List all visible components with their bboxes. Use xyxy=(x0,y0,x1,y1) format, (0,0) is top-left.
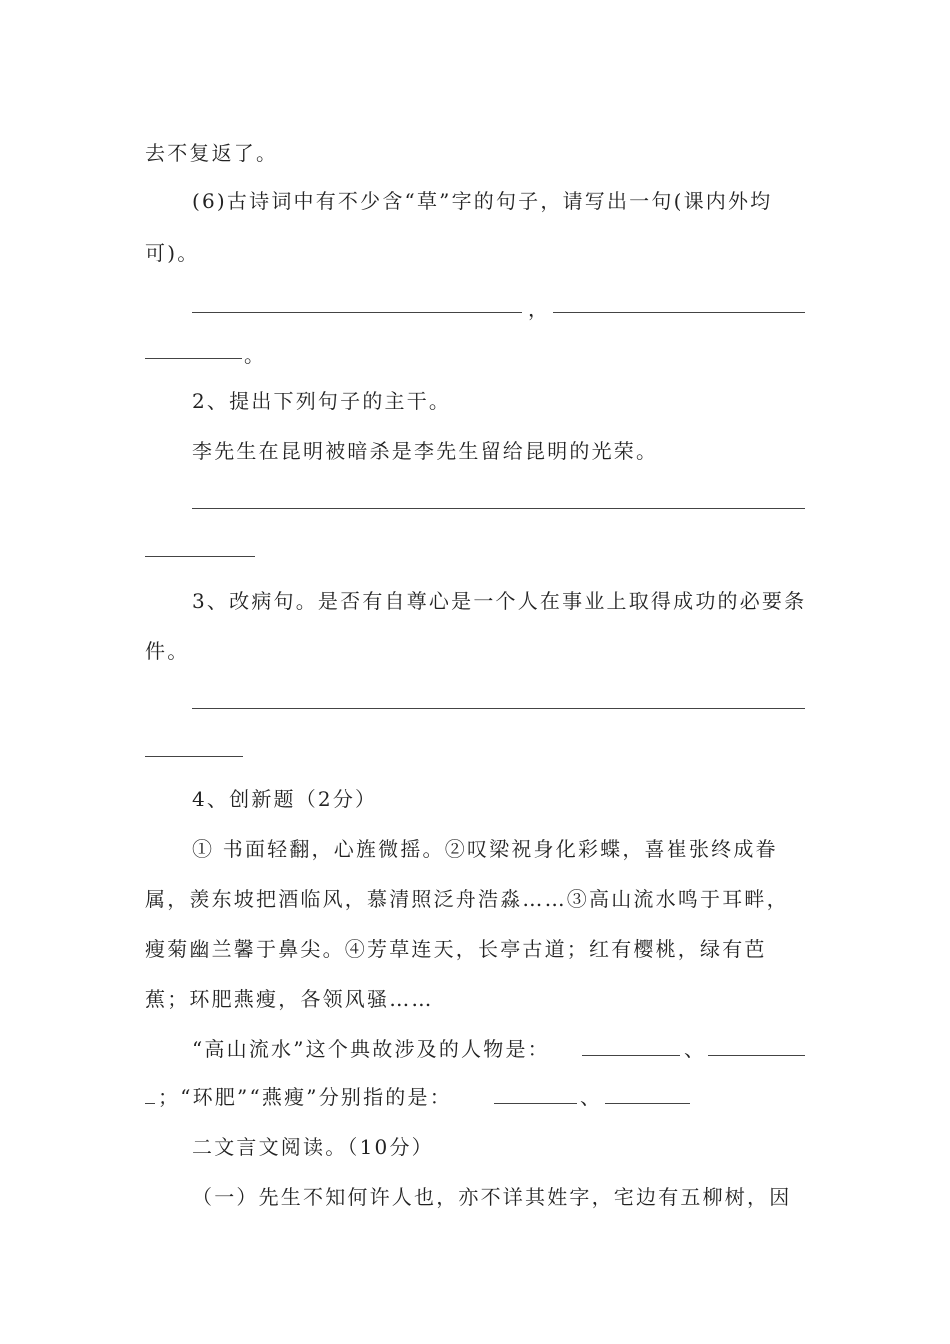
passage-line xyxy=(145,936,767,962)
line-text: “高山流水”这个典故涉及的人物是： xyxy=(192,1037,550,1061)
text-line xyxy=(145,638,189,664)
line-text: 蕉；环肥燕瘦，各领风骚…… xyxy=(145,987,434,1011)
answer-blank[interactable] xyxy=(605,1103,690,1104)
answer-blank[interactable] xyxy=(708,1055,805,1056)
fill-blank-question xyxy=(192,1036,550,1062)
answer-blank[interactable] xyxy=(582,1055,680,1056)
answer-blank[interactable] xyxy=(145,556,255,557)
period xyxy=(244,342,266,368)
line-text: 2、提出下列句子的主干。 xyxy=(192,389,452,413)
answer-blank[interactable] xyxy=(192,508,805,509)
line-text: （一）先生不知何许人也，亦不详其姓字，宅边有五柳树，因 xyxy=(192,1185,792,1209)
fill-blank-question xyxy=(158,1084,452,1110)
question-3 xyxy=(192,588,806,614)
separator-text: 、 xyxy=(684,1037,707,1061)
separator xyxy=(580,1084,602,1110)
answer-blank[interactable] xyxy=(192,312,522,313)
answer-blank[interactable] xyxy=(494,1103,577,1104)
line-text: 4、创新题（2分） xyxy=(192,787,378,811)
line-text: ① 书面轻翻，心旌微摇。②叹梁祝身化彩蝶，喜崔张终成眷 xyxy=(192,837,778,861)
line-text: 二文言文阅读。（10分） xyxy=(192,1135,434,1159)
separator xyxy=(684,1036,706,1062)
line-text: 属，羡东坡把酒临风，慕清照泛舟浩淼……③高山流水鸣于耳畔， xyxy=(145,887,789,911)
answer-blank[interactable] xyxy=(145,756,243,757)
line-text: 去不复返了。 xyxy=(145,141,279,165)
period-text: 。 xyxy=(244,343,267,367)
answer-blank[interactable] xyxy=(553,312,805,313)
line-text: 瘦菊幽兰馨于鼻尖。④芳草连天，长亭古道；红有樱桃，绿有芭 xyxy=(145,937,767,961)
line-text: 件。 xyxy=(145,639,190,663)
text-line xyxy=(145,240,199,266)
passage-line xyxy=(192,1184,791,1210)
passage-line xyxy=(145,886,789,912)
line-text: ；“环肥”“燕瘦”分别指的是： xyxy=(158,1085,452,1109)
answer-blank[interactable] xyxy=(145,1103,155,1104)
text-line xyxy=(145,140,278,166)
line-text: 李先生在昆明被暗杀是李先生留给昆明的光荣。 xyxy=(192,439,659,463)
question-2-sentence xyxy=(192,438,658,464)
question-2 xyxy=(192,388,451,414)
line-text: 可)。 xyxy=(145,241,200,265)
line-text: 3、改病句。是否有自尊心是一个人在事业上取得成功的必要条 xyxy=(192,589,807,613)
passage-line xyxy=(192,836,778,862)
comma xyxy=(528,296,550,322)
question-4 xyxy=(192,786,377,812)
section-heading xyxy=(192,1134,434,1160)
separator-text: 、 xyxy=(580,1085,603,1109)
comma-text: ， xyxy=(528,297,551,321)
passage-line xyxy=(145,986,434,1012)
line-text: (6)古诗词中有不少含“草”字的句子，请写出一句(课内外均 xyxy=(192,189,773,213)
answer-blank[interactable] xyxy=(145,358,242,359)
question-6 xyxy=(192,188,772,214)
answer-blank[interactable] xyxy=(192,708,805,709)
